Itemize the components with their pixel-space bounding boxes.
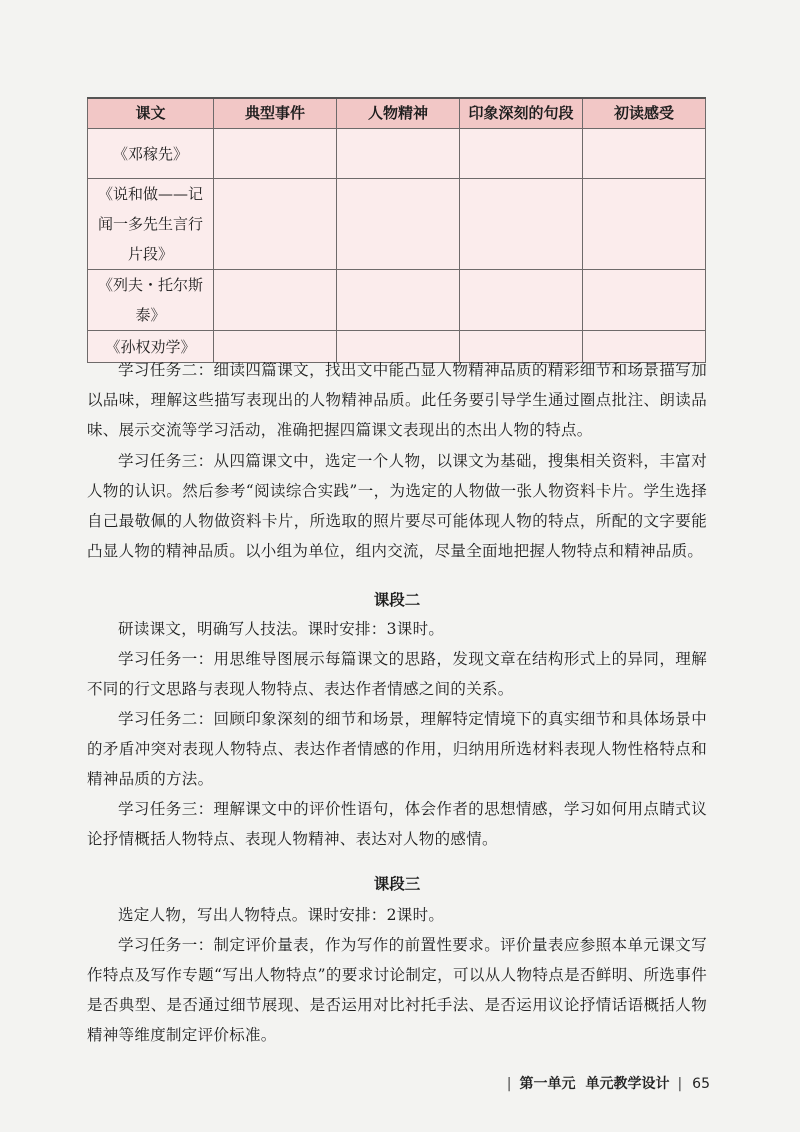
section2-title: 课段二 [373,590,421,609]
footer-unit: 第一单元 [519,1076,576,1092]
blank-cell [460,179,583,270]
section2-task3-paragraph: 学习任务三：理解课文中的评价性语句，体会作者的思想情感，学习如何用点睛式议论抒情概括人物特点、表现人物精神、表达对人物的感情。 [87,800,707,848]
header-text: 课文 [88,98,214,129]
page-footer [499,1073,710,1093]
blank-cell [337,270,460,331]
blank-cell [214,129,337,179]
reading-task-table [87,97,706,363]
blank-cell [583,129,706,179]
section3-task1-paragraph: 学习任务一：制定评价量表，作为写作的前置性要求。评价量表应参照本单元课文写作特点及写作专题“写出人物特点”的要求讨论制定，可以从人物特点是否鲜明、所选事件是否典型、是否通过细节展现、是否运用对比衬托手法、是否运用议论抒情话语概括人物精神等维度制定评价标准。 [87,936,707,1044]
part1-task2-paragraph: 学习任务二：细读四篇课文，找出文中能凸显人物精神品质的精彩细节和场景描写加以品味，理解这些描写表现出的人物精神品质。此任务要引导学生通过圈点批注、朗读品味、展示交流等学习活动，准确把握四篇课文表现出的杰出人物的特点。 [87,361,707,439]
section3-title: 课段三 [373,874,421,893]
text-title-cell: 《说和做——记闻一多先生言行片段》 [88,179,214,270]
section2-body [87,614,707,854]
text-title-cell: 《邓稼先》 [88,129,214,179]
section3-intro: 选定人物，写出人物特点。课时安排：2课时。 [118,906,445,924]
footer-design-label: 单元教学设计 [585,1076,670,1092]
blank-cell [460,129,583,179]
part1-task3-paragraph: 学习任务三：从四篇课文中，选定一个人物，以课文为基础，搜集相关资料，丰富对人物的认识。然后参考“阅读综合实践”一，为选定的人物做一张人物资料卡片。学生选择自己最敬佩的人物做资料卡片，所选取的照片要尽可能体现人物的特点，所配的文字要能凸显人物的精神品质。以小组为单位，组内交流，尽量全面地把握人物特点和精神品质。 [87,452,707,560]
text-title-cell: 《孙权劝学》 [88,331,214,363]
text-title-cell: 《列夫・托尔斯泰》 [88,270,214,331]
header-character-spirit: 人物精神 [337,98,460,129]
table-row [88,179,706,270]
blank-cell [337,129,460,179]
header-first-impression: 初读感受 [583,98,706,129]
footer-divider: | [506,1076,512,1092]
header-typical-event: 典型事件 [214,98,337,129]
blank-cell [214,179,337,270]
page-number: 65 [692,1076,710,1092]
table-row [88,270,706,331]
blank-cell [583,270,706,331]
section2-task1-paragraph: 学习任务一：用思维导图展示每篇课文的思路，发现文章在结构形式上的异同，理解不同的行文思路与表现人物特点、表达作者情感之间的关系。 [87,650,707,698]
blank-cell [214,270,337,331]
table-row [88,129,706,179]
section3-body [87,900,707,1050]
blank-cell [583,179,706,270]
footer-divider: | [677,1076,683,1092]
table-header-row [88,98,706,129]
section2-intro: 研读课文，明确写人技法。课时安排：3课时。 [118,620,445,638]
header-memorable-passage: 印象深刻的句段 [460,98,583,129]
section2-task2-paragraph: 学习任务二：回顾印象深刻的细节和场景，理解特定情境下的真实细节和具体场景中的矛盾冲突对表现人物特点、表达作者情感的作用，归纳用所选材料表现人物性格特点和精神品质的方法。 [87,710,707,788]
part1-body [87,355,707,566]
blank-cell [460,270,583,331]
blank-cell [337,179,460,270]
